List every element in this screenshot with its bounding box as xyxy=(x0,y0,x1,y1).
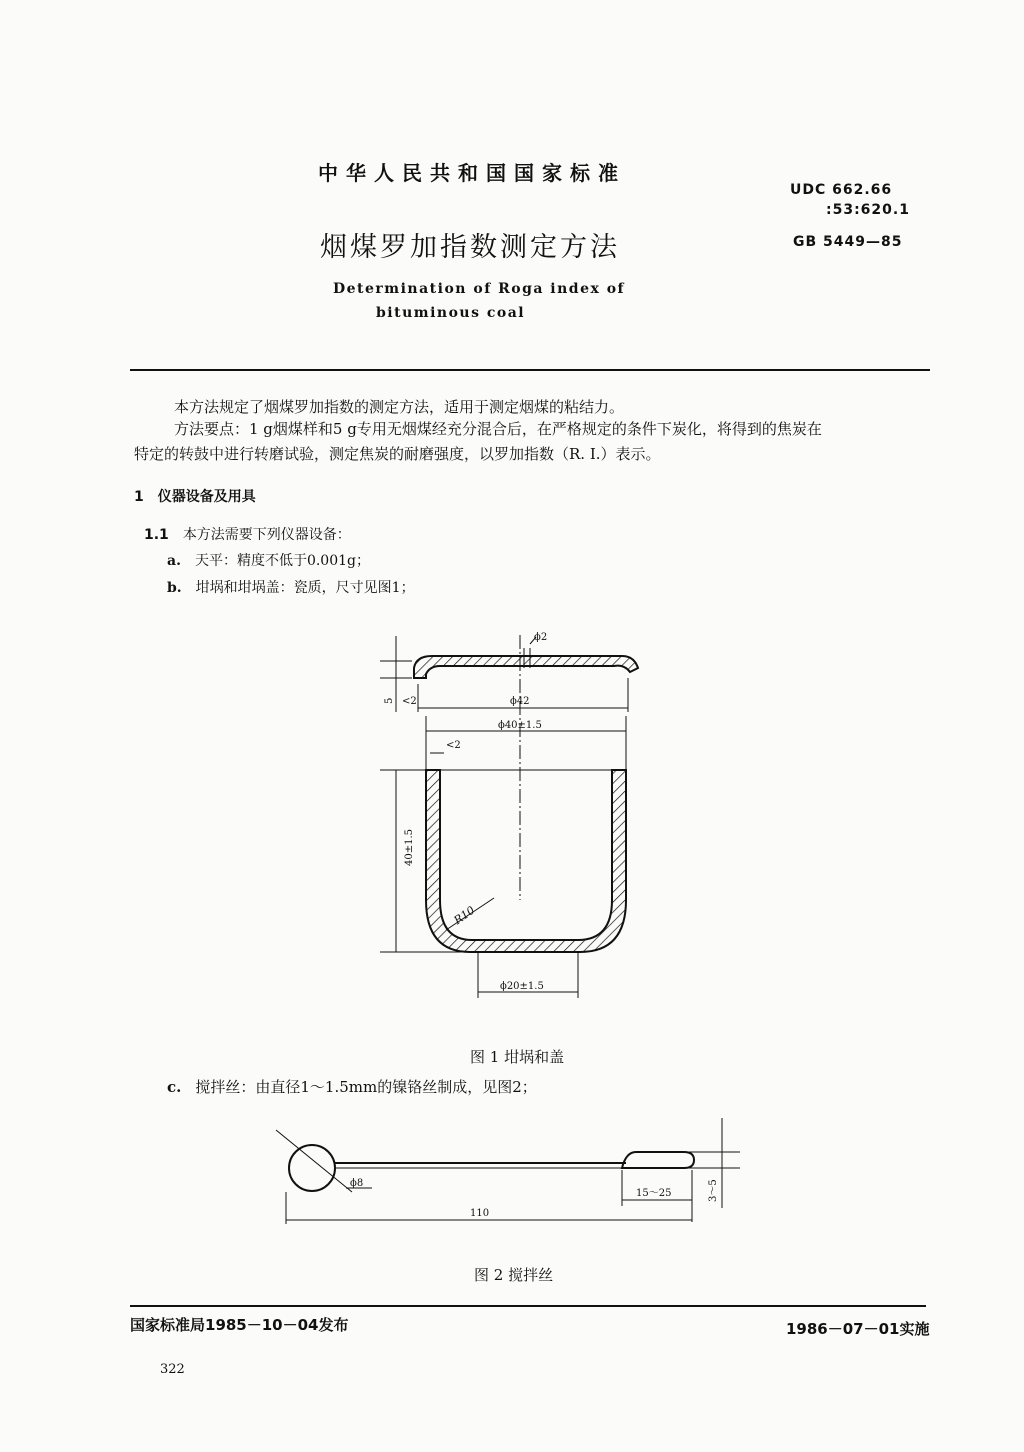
dim-height: 40±1.5 xyxy=(404,828,415,866)
effective-date: 1986－07－01实施 xyxy=(786,1320,930,1338)
dim-phi8: ϕ8 xyxy=(350,1178,364,1189)
figure-1-caption: 图 1 坩埚和盖 xyxy=(470,1048,565,1066)
figure-2-caption: 图 2 搅拌丝 xyxy=(474,1266,554,1284)
item-label: c. xyxy=(167,1078,182,1096)
footer-divider xyxy=(130,1305,926,1307)
item-label: b. xyxy=(167,580,182,596)
dim-end-width: 3～5 xyxy=(708,1179,719,1202)
item-text: 坩埚和坩埚盖：瓷质，尺寸见图1； xyxy=(195,580,415,596)
dim-phi2: ϕ2 xyxy=(534,632,548,643)
dim-lid-height: 5 xyxy=(384,697,395,704)
dim-phi20: ϕ20±1.5 xyxy=(500,981,544,992)
item-text: 搅拌丝：由直径1～1.5mm的镍铬丝制成，见图2； xyxy=(195,1078,537,1096)
udc-code-continued: :53:620.1 xyxy=(826,202,910,218)
dim-phi42: ϕ42 xyxy=(510,696,530,707)
list-item-b xyxy=(167,577,415,597)
section-title: 仪器设备及用具 xyxy=(157,489,256,505)
figure-2-stirring-wire-drawing xyxy=(268,1114,748,1226)
udc-code: UDC 662.66 xyxy=(790,182,893,198)
wire-flat-end xyxy=(622,1152,694,1168)
dim-wall-thickness: <2 xyxy=(446,740,461,751)
standard-org-title: 中华人民共和国国家标准 xyxy=(318,161,626,185)
figure-1-crucible-drawing xyxy=(370,625,660,1010)
issue-date: 国家标准局1985－10－04发布 xyxy=(130,1316,349,1334)
subsection-1-1 xyxy=(144,524,351,544)
item-label: a. xyxy=(167,553,181,569)
header-divider xyxy=(130,369,930,371)
method-summary-line1: 方法要点：1 g烟煤样和5 g专用无烟煤经充分混合后，在严格规定的条件下炭化，将得到的焦炭在 xyxy=(174,420,822,438)
document-title: 烟煤罗加指数测定方法 xyxy=(320,232,620,263)
subsection-number: 1.1 xyxy=(144,527,169,543)
dim-radius: R10 xyxy=(451,903,478,928)
dim-length: 110 xyxy=(470,1208,490,1219)
scope-paragraph: 本方法规定了烟煤罗加指数的测定方法，适用于测定烟煤的粘结力。 xyxy=(174,398,625,416)
dim-lid-thickness: <2 xyxy=(402,696,417,707)
crucible-wall xyxy=(426,770,626,952)
section-number: 1 xyxy=(134,489,144,505)
wire-ring xyxy=(289,1145,335,1191)
english-title-line1: Determination of Roga index of xyxy=(333,281,626,297)
dim-phi40: ϕ40±1.5 xyxy=(498,720,542,731)
page-number: 322 xyxy=(160,1362,185,1377)
list-item-c xyxy=(167,1076,537,1097)
gb-standard-number: GB 5449—85 xyxy=(793,234,903,250)
list-item-a xyxy=(167,550,370,570)
section-1-heading xyxy=(134,486,256,506)
item-text: 天平：精度不低于0.001g； xyxy=(194,553,370,569)
lid-shape xyxy=(414,656,638,678)
dim-end-length: 15～25 xyxy=(636,1188,672,1199)
method-summary-line2: 特定的转鼓中进行转磨试验，测定焦炭的耐磨强度，以罗加指数（R. I.）表示。 xyxy=(134,445,661,463)
subsection-text: 本方法需要下列仪器设备： xyxy=(182,527,351,543)
english-title-line2: bituminous coal xyxy=(376,305,526,321)
